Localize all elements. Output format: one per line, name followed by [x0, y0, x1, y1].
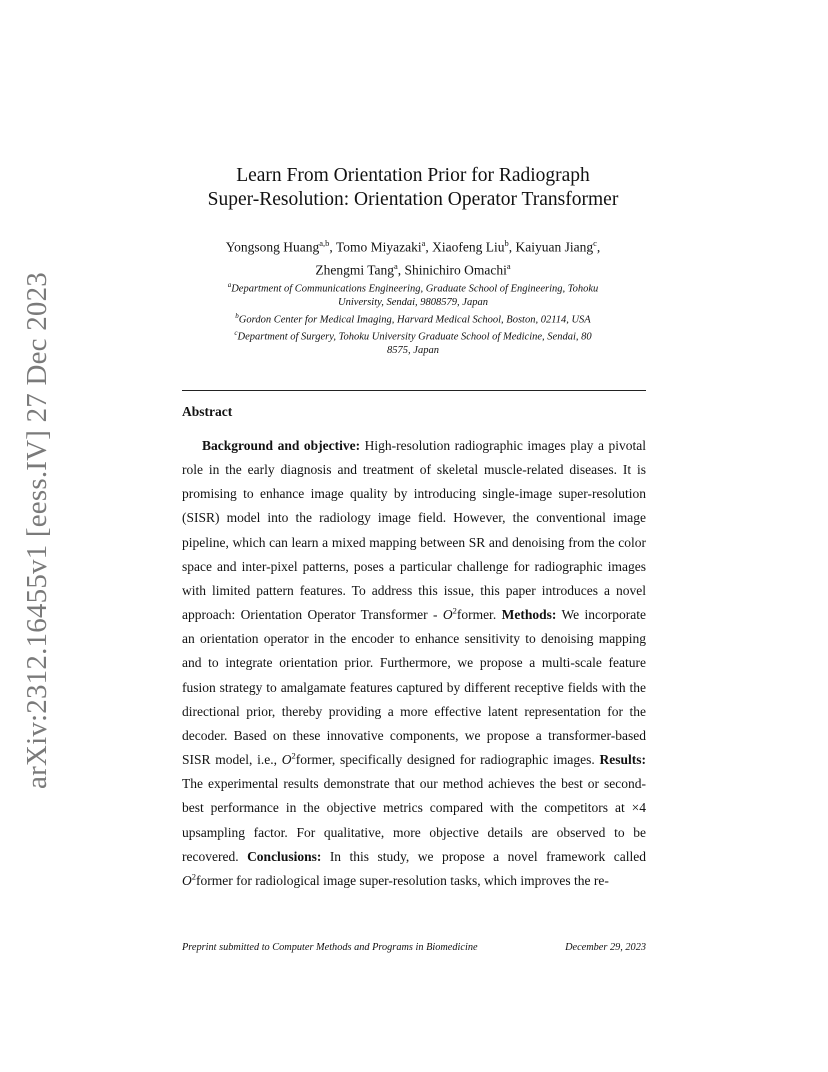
conclusions-end: for radiological image super-resolution tasks, which improves the re-	[232, 872, 609, 888]
title-line-1: Learn From Orientation Prior for Radiograph	[236, 165, 590, 186]
author-name: Shinichiro Omachi	[404, 262, 507, 277]
author-affiliation-mark: a	[394, 260, 398, 271]
affiliation-a	[188, 279, 638, 296]
author-affiliation-mark: a,b	[319, 238, 330, 248]
arxiv-identifier: arXiv:2312.16455v1 [eess.IV] 27 Dec 2023	[20, 271, 53, 789]
affiliation-mark: c	[234, 328, 238, 337]
affiliation-text: Department of Surgery, Tohoku University Graduate School of Medicine, Sendai, 80	[237, 331, 592, 342]
model-name-superscript: 2	[452, 605, 457, 616]
author-name: Xiaofeng Liu	[432, 239, 505, 255]
background-label: Background and objective:	[202, 438, 361, 453]
affiliation-a-continued: University, Sendai, 9808579, Japan	[338, 297, 488, 308]
results-label: Results:	[599, 752, 646, 768]
abstract-body	[182, 434, 646, 893]
author-name: Tomo Miyazaki	[335, 239, 422, 255]
page-footer	[182, 942, 646, 953]
author-separator: ,	[425, 239, 433, 255]
results-text: The experimental results demonstrate that our method achieves the best or second-best performance in the objective metrics compared with the competitors at ×4 upsampling factor. For qualitative, more objective details are observed to be recovered.	[182, 776, 646, 864]
paper-title	[180, 164, 646, 212]
affiliation-c-continued: 8575, Japan	[387, 344, 439, 356]
affiliation-text: Gordon Center for Medical Imaging, Harvard Medical School, Boston, 02114, USA	[238, 314, 591, 325]
affiliation-mark: a	[227, 281, 232, 289]
model-name-superscript: 2	[191, 871, 196, 882]
affiliation-b	[188, 310, 638, 327]
author-name: Yongsong Huang	[225, 239, 320, 255]
model-name-o: O	[442, 607, 453, 623]
affiliation-c	[188, 327, 638, 344]
footer-date: December 29, 2023	[565, 942, 646, 953]
author-affiliation-mark: c	[593, 238, 597, 248]
affiliation-mark: b	[235, 311, 239, 320]
conclusions-label: Conclusions:	[247, 848, 322, 864]
methods-text: We incorporate an orientation operator in the encoder to enhance sensitivity to denoising mapping and to integrate orientation prior. Furthermore, we propose a multi-scale feature fusion strategy to amalgamate features captured by different receptive fields with the directional prior, thereby providing a more effective latent representation for the decoder. Based on these innovative components, we propose a transformer-based SISR model, i.e.,	[182, 607, 646, 768]
author-affiliation-mark: a	[506, 260, 511, 271]
author-line-2	[180, 257, 646, 280]
author-separator: ,	[596, 239, 601, 255]
model-name-suffix: former	[456, 607, 493, 623]
model-name-o: O	[281, 752, 292, 768]
abstract-heading: Abstract	[182, 404, 233, 419]
model-name-suffix: former	[295, 752, 332, 768]
author-separator: ,	[329, 239, 336, 255]
author-affiliation-mark: a	[421, 238, 426, 248]
title-line-2: Super-Resolution: Orientation Operator Transformer	[207, 189, 619, 210]
author-list	[180, 234, 646, 279]
affiliation-text: Department of Communications Engineering, Graduate School of Engineering, Tohoku	[231, 283, 599, 295]
model-name-suffix: former	[196, 872, 233, 888]
model-name-superscript: 2	[291, 750, 296, 761]
author-line-1	[180, 234, 646, 257]
methods-end: , specifically designed for radiographic images.	[331, 752, 600, 768]
affiliations	[188, 279, 638, 357]
model-name-o: O	[182, 872, 192, 888]
background-end: .	[492, 607, 502, 623]
abstract-paragraph	[182, 434, 646, 893]
author-name: Kaiyuan Jiang	[515, 239, 594, 255]
background-text: High-resolution radiographic images play a pivotal role in the early diagnosis and treatment of skeletal muscle-related diseases. It is promising to enhance image quality by introducing single-image super-resolution (SISR) model into the radiology image field. However, the conventional image pipeline, which can learn a mixed mapping between SR and denoising from the color space and inter-pixel patterns, poses a particular challenge for radiographic images with limited pattern features. To address this issue, this paper introduces a novel approach: Orientation Operator Transformer -	[182, 438, 646, 623]
methods-label: Methods:	[501, 607, 557, 623]
author-name: Zhengmi Tang	[315, 262, 394, 277]
footer-journal: Preprint submitted to Computer Methods and Programs in Biomedicine	[182, 942, 478, 953]
conclusions-text: In this study, we propose a novel framework called	[321, 848, 646, 864]
horizontal-rule	[182, 390, 646, 391]
author-separator: ,	[508, 239, 516, 255]
author-affiliation-mark: b	[504, 238, 509, 248]
arxiv-sidebar-stamp	[6, 271, 68, 789]
author-separator: ,	[397, 262, 405, 277]
